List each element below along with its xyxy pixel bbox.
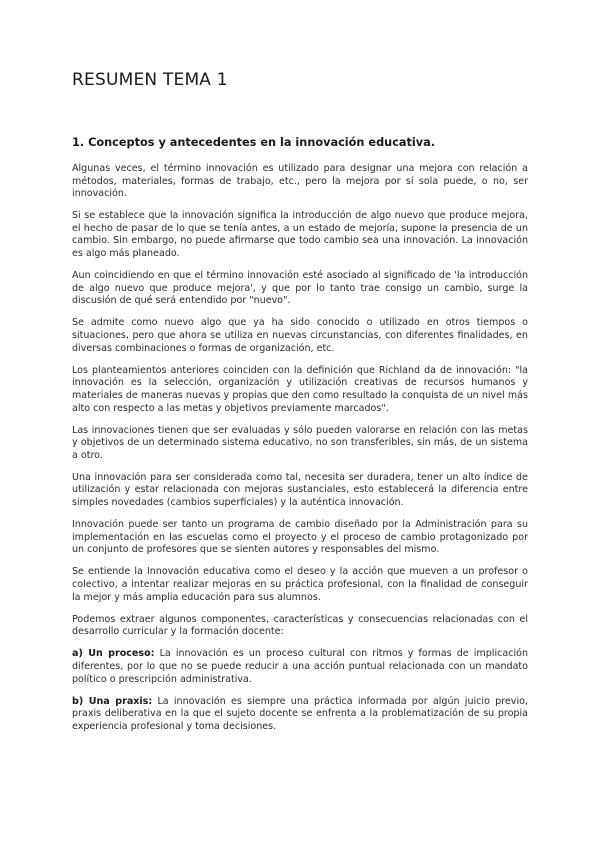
- paragraph: Aun coincidiendo en que el término innovación esté asociado al significado de 'la introducción de algo nuevo que produce mejora', y que por lo tanto trae consigo un cambio, surge la discusión de qué será entendido por "nuevo".: [72, 270, 528, 307]
- paragraph: Se entiende la Innovación educativa como el deseo y la acción que mueven a un profesor o colectivo, a intentar realizar mejoras en su práctica profesional, con la finalidad de conseguir la mejor y más amplia educación para sus alumnos.: [72, 566, 528, 603]
- paragraph: Una innovación para ser considerada como tal, necesita ser duradera, tener un alto índice de utilización y estar relacionada con mejoras sustanciales, esto establecerá la diferencia entre simples novedades (cambios superficiales) y la auténtica innovación.: [72, 471, 528, 509]
- paragraph: Algunas veces, el término innovación es utilizado para designar una mejora con relación a métodos, materiales, formas de trabajo, etc., pero la mejora por sí sola puede, o no, ser innovación.: [72, 163, 528, 200]
- list-item-praxis: [72, 696, 528, 734]
- section-heading: 1. Conceptos y antecedentes en la innovación educativa.: [72, 136, 436, 149]
- item-label: a) Un proceso:: [72, 648, 155, 660]
- item-text: La innovación es un proceso cultural con ritmos y formas de implicación diferentes, por lo que no se puede reducir a una acción puntual relacionada con un mandato político o prescripción administrativa.: [72, 648, 528, 685]
- paragraph: Innovación puede ser tanto un programa de cambio diseñado por la Administración para su implementación en las escuelas como el proyecto y el proceso de cambio protagonizado por un conjunto de profesores que se sienten autores y responsables del mismo.: [72, 519, 528, 556]
- paragraph: Los planteamientos anteriores coinciden con la definición que Richland da de innovación: "la innovación es la selección, organización y utilización creativas de recursos humanos y materiales de maneras nuevas y propias que den como resultado la conquista de un nivel más alto con respecto a las metas y objetivos previamente marcados".: [72, 364, 528, 414]
- paragraph: Si se establece que la innovación significa la introducción de algo nuevo que produce mejora, el hecho de pasar de lo que se tenía antes, a un estado de mejoría, supone la presencia de un cambio. Sin embargo, no puede afirmarse que todo cambio sea una innovación. La innovación es algo más planeado.: [72, 210, 528, 260]
- paragraph: Las innovaciones tienen que ser evaluadas y sólo pueden valorarse en relación con las metas y objetivos de un determinado sistema educativo, no son transferibles, sin más, de un sistema a otro.: [72, 424, 528, 461]
- page-title: RESUMEN TEMA 1: [72, 70, 228, 90]
- item-text: La innovación es siempre una práctica informada por algún juicio previo, praxis deliberativa en la que el sujeto docente se enfrenta a la problematización de su propia experiencia profesional y toma decisiones.: [72, 695, 528, 732]
- paragraph: Se admite como nuevo algo que ya ha sido conocido o utilizado en otros tiempos o situaciones, pero que ahora se utiliza en nuevas circunstancias, con diferentes finalidades, en diversas combinaciones o formas de organización, etc.: [72, 317, 528, 354]
- paragraph: Podemos extraer algunos componentes, características y consecuencias relacionadas con el desarrollo curricular y la formación docente:: [72, 613, 528, 638]
- list-item-proceso: [72, 648, 528, 686]
- item-label: b) Una praxis:: [72, 695, 153, 707]
